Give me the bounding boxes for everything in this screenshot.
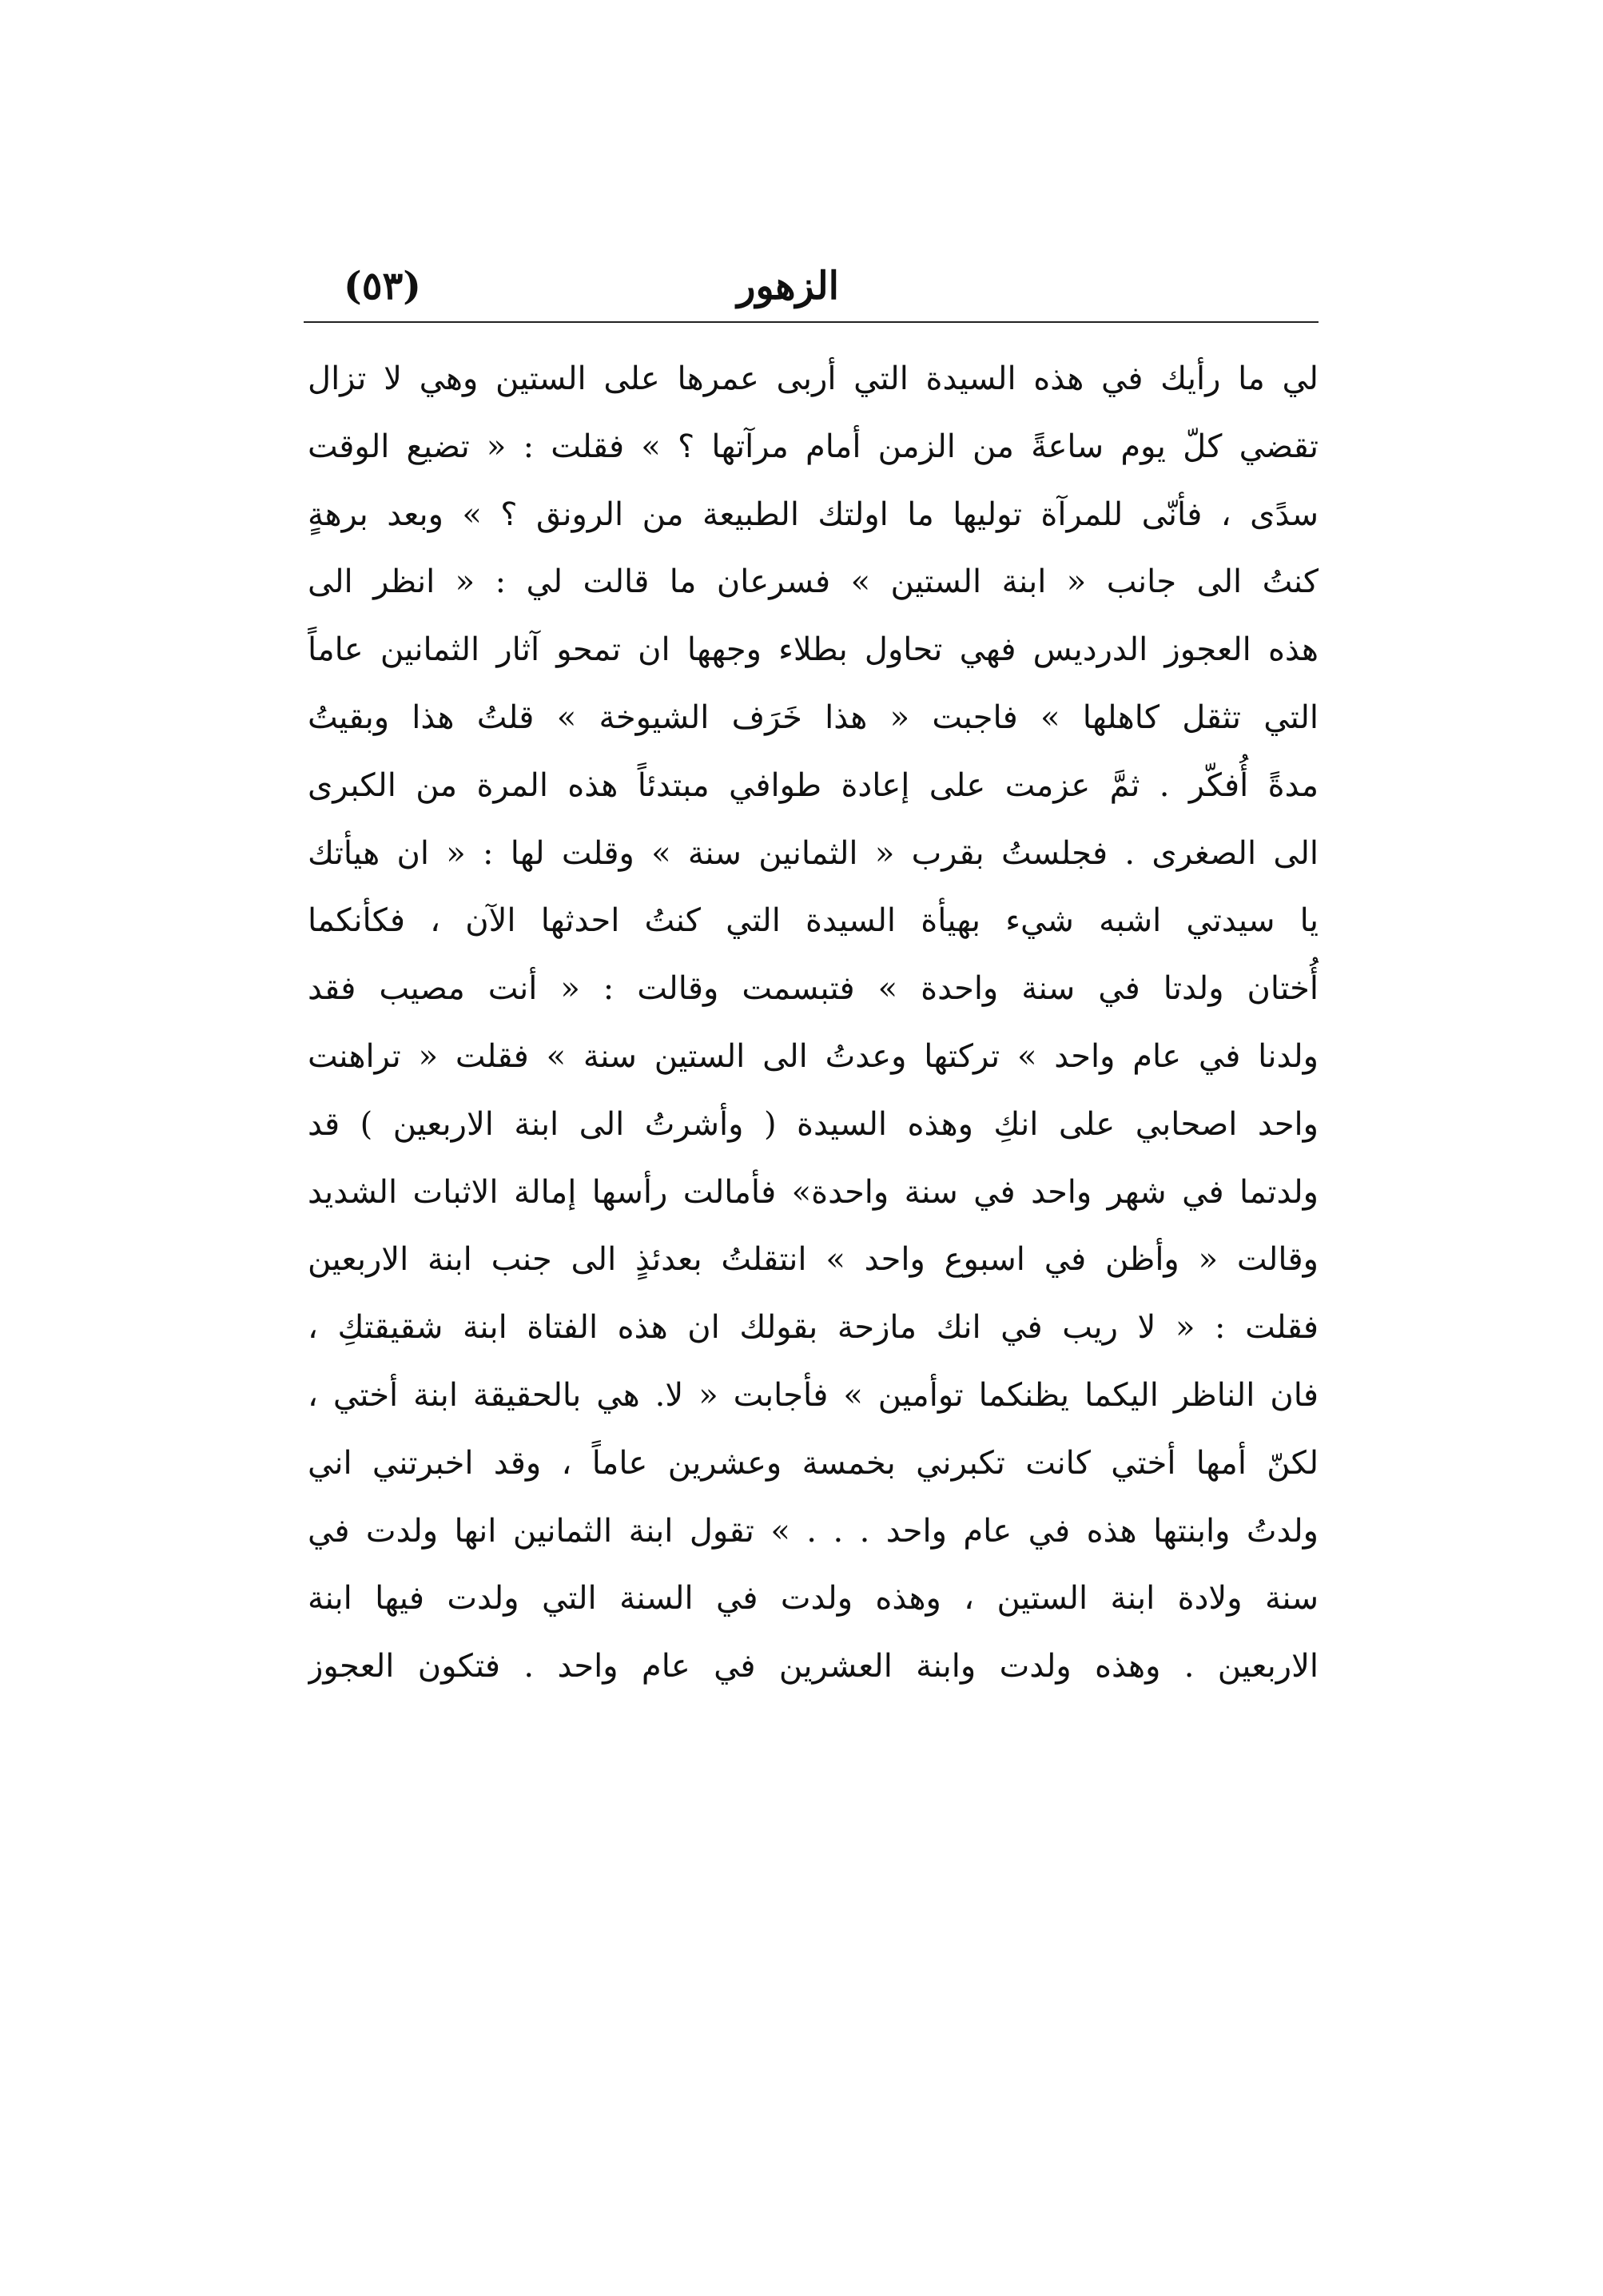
text-line: تقضي كلّ يوم ساعةً من الزمن أمام مرآتها ؟ » فقلت : « تضيع الوقت — [308, 428, 1319, 465]
text-line: ولدتُ وابنتها هذه في عام واحد . . . » تقول ابنة الثمانين انها ولدت في — [308, 1512, 1319, 1550]
text-line: هذه العجوز الدرديس فهي تحاول بطلاء وجهها ان تمحو آثار الثمانين عاماً — [308, 631, 1319, 669]
text-line: سنة ولادة ابنة الستين ، وهذه ولدت في السنة التي ولدت فيها ابنة — [308, 1580, 1319, 1618]
text-line: مدةً أُفكّر . ثمَّ عزمت على إعادة طوافي مبتدئاً هذه المرة من الكبرى — [308, 766, 1319, 804]
text-line: لكنّ أمها أختي كانت تكبرني بخمسة وعشرين عاماً ، وقد اخبرتني اني — [308, 1444, 1319, 1482]
text-line: ولدتما في شهر واحد في سنة واحدة» فأمالت رأسها إمالة الاثبات الشديد — [308, 1173, 1319, 1211]
text-line: لي ما رأيك في هذه السيدة التي أربى عمرها على الستين وهي لا تزال — [308, 360, 1319, 397]
text-line: ولدنا في عام واحد » تركتها وعدتُ الى الستين سنة » فقلت « تراهنت — [308, 1037, 1319, 1075]
text-line: سدًى ، فأنّى للمرآة توليها ما اولتك الطبيعة من الرونق ؟ » وبعد برهةٍ — [308, 495, 1319, 533]
text-line: التي تثقل كاهلها » فاجبت « هذا خَرَف الشيوخة » قلتُ هذا وبقيتُ — [308, 698, 1319, 736]
text-line: الى الصغرى . فجلستُ بقرب « الثمانين سنة » وقلت لها : « ان هيأتك — [308, 834, 1319, 872]
header-rule — [304, 321, 1319, 323]
page-number: (٥٣) — [344, 264, 421, 308]
text-line: أُختان ولدتا في سنة واحدة » فتبسمت وقالت : « أنت مصيب فقد — [308, 970, 1319, 1008]
running-head — [304, 254, 1319, 318]
text-line: الاربعين . وهذه ولدت وابنة العشرين في عام واحد . فتكون العجوز — [308, 1648, 1319, 1685]
text-line: واحد اصحابي على انكِ وهذه السيدة ( وأشرتُ الى ابنة الاربعين ) قد — [308, 1105, 1319, 1143]
body-text — [308, 345, 1319, 1701]
text-line: فان الناظر اليكما يظنكما توأمين » فأجابت « لا. هي بالحقيقة ابنة أختي ، — [308, 1376, 1319, 1414]
text-line: وقالت « وأظن في اسبوع واحد » انتقلتُ بعدئذٍ الى جنب ابنة الاربعين — [308, 1241, 1319, 1279]
text-line: كنتُ الى جانب « ابنة الستين » فسرعان ما قالت لي : « انظر الى — [308, 563, 1319, 601]
running-title: الزهور — [737, 264, 839, 308]
text-line: فقلت : « لا ريب في انك مازحة بقولك ان هذه الفتاة ابنة شقيقتكِ ، — [308, 1309, 1319, 1347]
text-line: يا سيدتي اشبه شيء بهيأة السيدة التي كنتُ احدثها الآن ، فكأنكما — [308, 902, 1319, 940]
